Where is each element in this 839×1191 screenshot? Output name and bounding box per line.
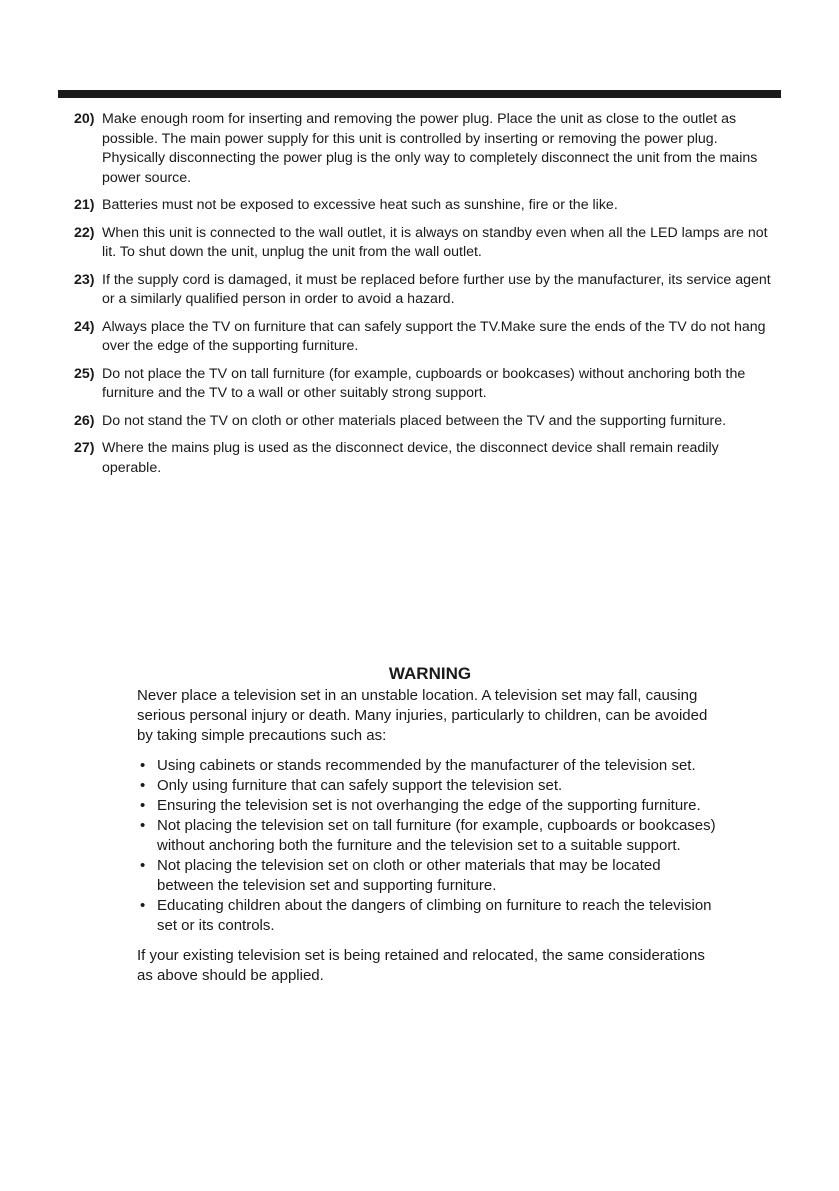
warning-intro: Never place a television set in an unstable location. A television set may fall, causing serious personal injury or death. Many injuries, particularly to children, can be avoided by taking simple precautions such as:: [137, 687, 708, 744]
warning-bullet-item: [137, 856, 717, 896]
warning-bullet-item: [137, 816, 717, 856]
safety-item-26: [74, 412, 774, 432]
item-text: Always place the TV on furniture that can safely support the TV.Make sure the ends of the TV do not hang over the edge of the supporting furniture.: [102, 318, 766, 354]
item-text: Make enough room for inserting and removing the power plug. Place the unit as close to the outlet as possible. The main power supply for this unit is controlled by inserting or removing the power plug. Physically disconnecting the power plug is the only way to completely disconnect the unit from the mains power source.: [102, 111, 758, 186]
warning-bullet-item: [137, 776, 717, 796]
warning-bullet-item: [137, 796, 717, 816]
header-rule: [58, 90, 781, 98]
item-number: 25): [74, 365, 95, 382]
item-number: 26): [74, 412, 95, 429]
item-text: Where the mains plug is used as the disconnect device, the disconnect device shall remain readily operable.: [102, 440, 719, 476]
item-text: When this unit is connected to the wall outlet, it is always on standby even when all the LED lamps are not lit. To shut down the unit, unplug the unit from the wall outlet.: [102, 224, 768, 260]
item-number: 23): [74, 271, 95, 288]
safety-item-24: [74, 318, 774, 357]
bullet-text: Not placing the television set on tall furniture (for example, cupboards or bookcases) without anchoring both the furniture and the television set to a suitable support.: [157, 817, 716, 854]
safety-item-21: [74, 196, 774, 216]
item-number: 21): [74, 197, 95, 213]
warning-section: [137, 662, 717, 986]
safety-item-23: [74, 271, 774, 310]
item-text: Do not place the TV on tall furniture (for example, cupboards or bookcases) without anchoring both the furniture and the TV to a wall or other suitably strong support.: [102, 365, 746, 401]
safety-item-25: [74, 365, 774, 404]
bullet-text: Not placing the television set on cloth or other materials that may be located between the television set and supporting furniture.: [157, 857, 661, 894]
item-text: If the supply cord is damaged, it must be replaced before further use by the manufacturer, its service agent or a similarly qualified person in order to avoid a hazard.: [102, 271, 771, 307]
bullet-text: Using cabinets or stands recommended by the manufacturer of the television set.: [157, 757, 696, 774]
safety-item-22: [74, 224, 774, 263]
bullet-icon: •: [140, 777, 146, 794]
bullet-icon: •: [140, 857, 146, 874]
item-text: Do not stand the TV on cloth or other materials placed between the TV and the supporting furniture.: [102, 412, 727, 429]
item-number: 20): [74, 111, 95, 127]
bullet-icon: •: [140, 817, 146, 834]
item-number: 22): [74, 224, 95, 241]
warning-bullet-list: [137, 756, 717, 936]
safety-item-27: [74, 439, 774, 478]
item-number: 27): [74, 440, 95, 456]
bullet-icon: •: [140, 757, 146, 774]
item-text: Batteries must not be exposed to excessive heat such as sunshine, fire or the like.: [102, 197, 618, 213]
bullet-text: Only using furniture that can safely support the television set.: [157, 777, 563, 794]
safety-instructions-list: [74, 110, 774, 486]
bullet-text: Ensuring the television set is not overhanging the edge of the supporting furniture.: [157, 797, 701, 814]
warning-title: WARNING: [388, 664, 472, 683]
warning-outro: If your existing television set is being retained and relocated, the same considerations as above should be applied.: [137, 947, 705, 984]
bullet-icon: •: [140, 897, 146, 914]
item-number: 24): [74, 318, 95, 335]
bullet-icon: •: [140, 797, 146, 814]
warning-bullet-item: [137, 756, 717, 776]
warning-bullet-item: [137, 896, 717, 936]
bullet-text: Educating children about the dangers of climbing on furniture to reach the television set or its controls.: [157, 897, 712, 934]
safety-item-20: [74, 110, 774, 188]
